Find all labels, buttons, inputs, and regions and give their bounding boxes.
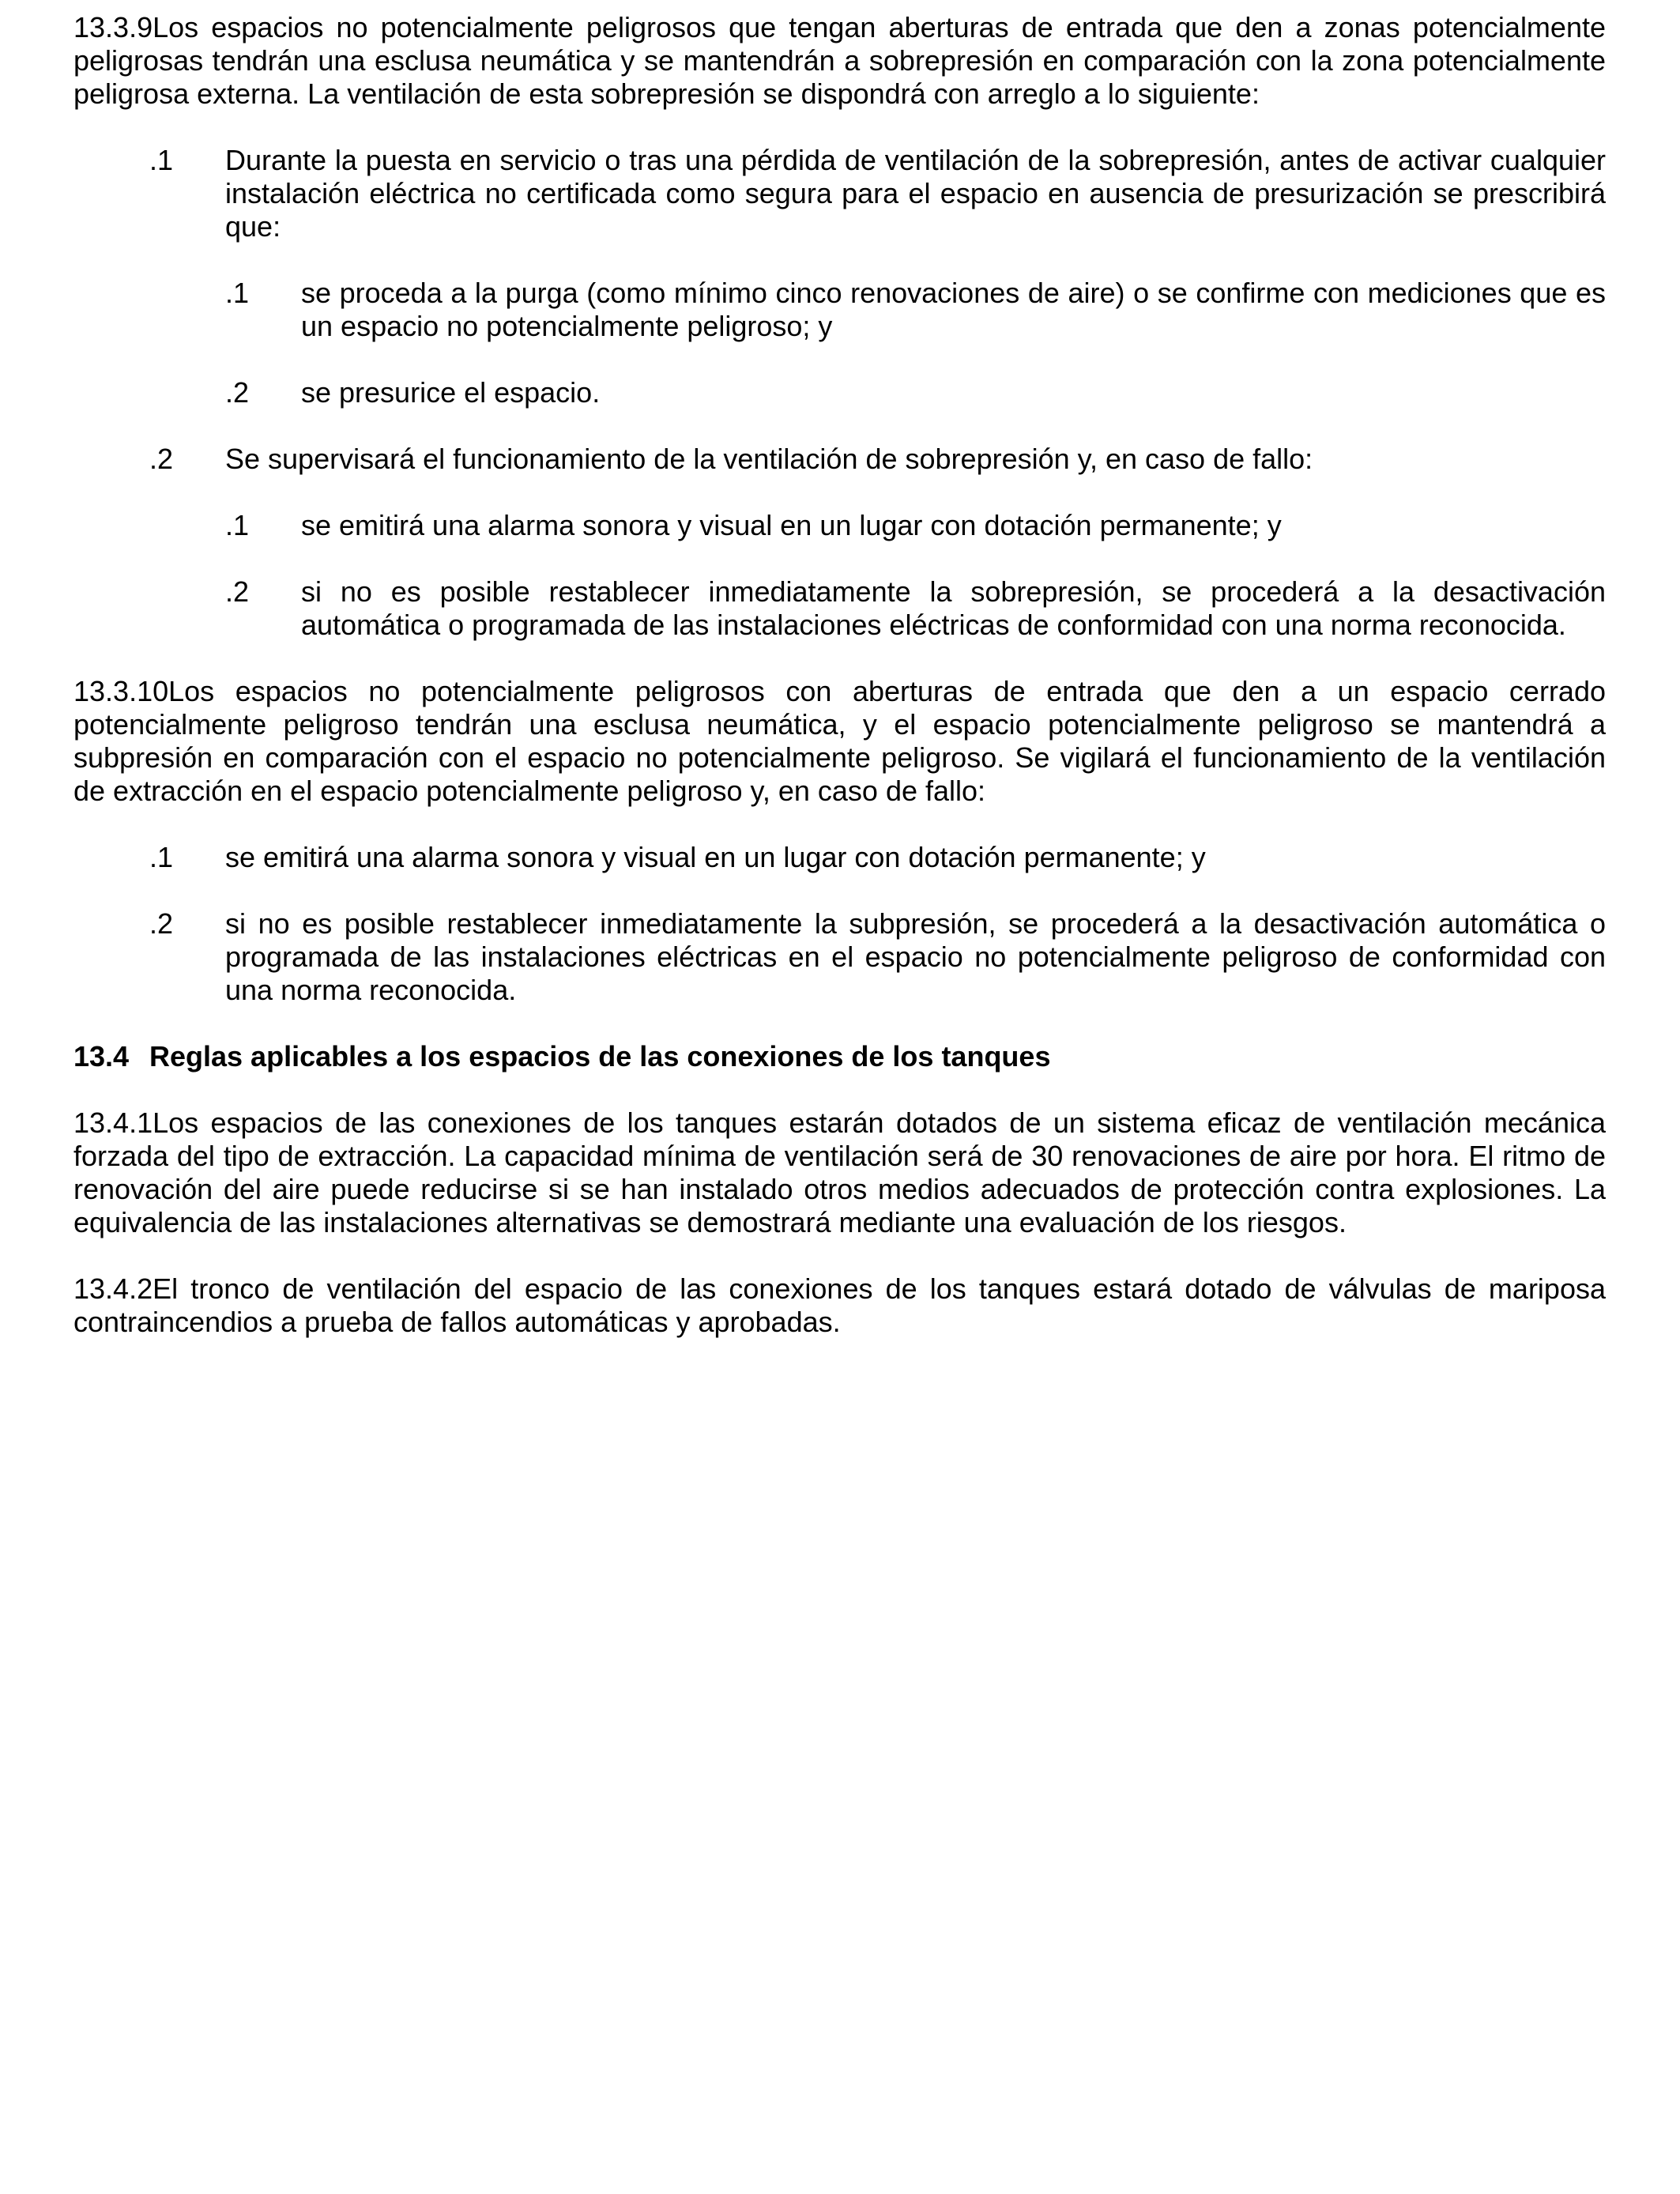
item-text: se emitirá una alarma sonora y visual en un lugar con dotación permanente; y	[301, 509, 1282, 541]
item-text: Durante la puesta en servicio o tras una pérdida de ventilación de la sobrepresión, antes de activar cualquier instalación eléctrica no certificada como segura para el espacio en ausencia de presurización se prescribirá que:	[225, 144, 1606, 243]
item-number: .2	[149, 907, 174, 940]
section-heading-13-4	[73, 1040, 1606, 1073]
para-13-3-10	[73, 675, 1606, 808]
list-item-13-3-9-1-2	[225, 376, 1606, 409]
para-13-3-9	[73, 11, 1606, 111]
list-item-13-3-9-1-1	[225, 277, 1606, 343]
item-number: 13.4.1	[73, 1106, 153, 1139]
item-text: Los espacios de las conexiones de los tanques estarán dotados de un sistema eficaz de ventilación mecánica forzada del tipo de extracción. La capacidad mínima de ventilación será de 30 renovaciones de aire por hora. El ritmo de renovación del aire puede reducirse si se han instalado otros medios adecuados de protección contra explosiones. La equivalencia de las instalaciones alternativas se demostrará mediante una evaluación de los riesgos.	[73, 1106, 1606, 1238]
item-number: 13.4.2	[73, 1272, 153, 1305]
item-text: se presurice el espacio.	[301, 376, 601, 409]
item-text: Se supervisará el funcionamiento de la ventilación de sobrepresión y, en caso de fallo:	[225, 443, 1313, 475]
list-item-13-3-9-2	[149, 443, 1606, 476]
item-text: si no es posible restablecer inmediatamente la sobrepresión, se procederá a la desactivación automática o programada de las instalaciones eléctricas de conformidad con una norma reconocida.	[301, 575, 1606, 641]
item-number: 13.3.9	[73, 11, 153, 43]
para-13-4-1	[73, 1106, 1606, 1239]
item-text: si no es posible restablecer inmediatamente la subpresión, se procederá a la desactivación automática o programada de las instalaciones eléctricas en el espacio no potencialmente peligroso de conformidad con una norma reconocida.	[225, 907, 1606, 1006]
item-number: 13.3.10	[73, 675, 169, 707]
list-item-13-3-9-1	[149, 144, 1606, 243]
list-item-13-3-9-2-1	[225, 509, 1606, 542]
item-text: se emitirá una alarma sonora y visual en un lugar con dotación permanente; y	[225, 841, 1206, 873]
item-number: .2	[225, 376, 250, 409]
item-number: .1	[149, 841, 174, 873]
item-number: .2	[149, 443, 174, 475]
item-number: 13.4	[73, 1040, 130, 1072]
item-text: Los espacios no potencialmente peligrosos con aberturas de entrada que den a un espacio cerrado potencialmente peligroso tendrán una esclusa neumática, y el espacio potencialmente peligroso se mantendrá a subpresión en comparación con el espacio no potencialmente peligroso. Se vigilará el funcionamiento de la ventilación de extracción en el espacio potencialmente peligroso y, en caso de fallo:	[73, 675, 1606, 807]
item-number: .1	[225, 277, 250, 309]
list-item-13-3-10-1	[149, 841, 1606, 874]
item-text: Reglas aplicables a los espacios de las conexiones de los tanques	[149, 1040, 1051, 1072]
item-text: se proceda a la purga (como mínimo cinco renovaciones de aire) o se confirme con mediciones que es un espacio no potencialmente peligroso; y	[301, 277, 1606, 342]
list-item-13-3-9-2-2	[225, 575, 1606, 642]
item-text: Los espacios no potencialmente peligrosos que tengan aberturas de entrada que den a zonas potencialmente peligrosas tendrán una esclusa neumática y se mantendrán a sobrepresión en comparación con la zona potencialmente peligrosa externa. La ventilación de esta sobrepresión se dispondrá con arreglo a lo siguiente:	[73, 11, 1606, 110]
item-number: .1	[225, 509, 250, 541]
item-text: El tronco de ventilación del espacio de las conexiones de los tanques estará dotado de válvulas de mariposa contraincendios a prueba de fallos automáticas y aprobadas.	[73, 1272, 1606, 1338]
item-number: .2	[225, 575, 250, 608]
item-number: .1	[149, 144, 174, 176]
para-13-4-2	[73, 1272, 1606, 1339]
list-item-13-3-10-2	[149, 907, 1606, 1007]
